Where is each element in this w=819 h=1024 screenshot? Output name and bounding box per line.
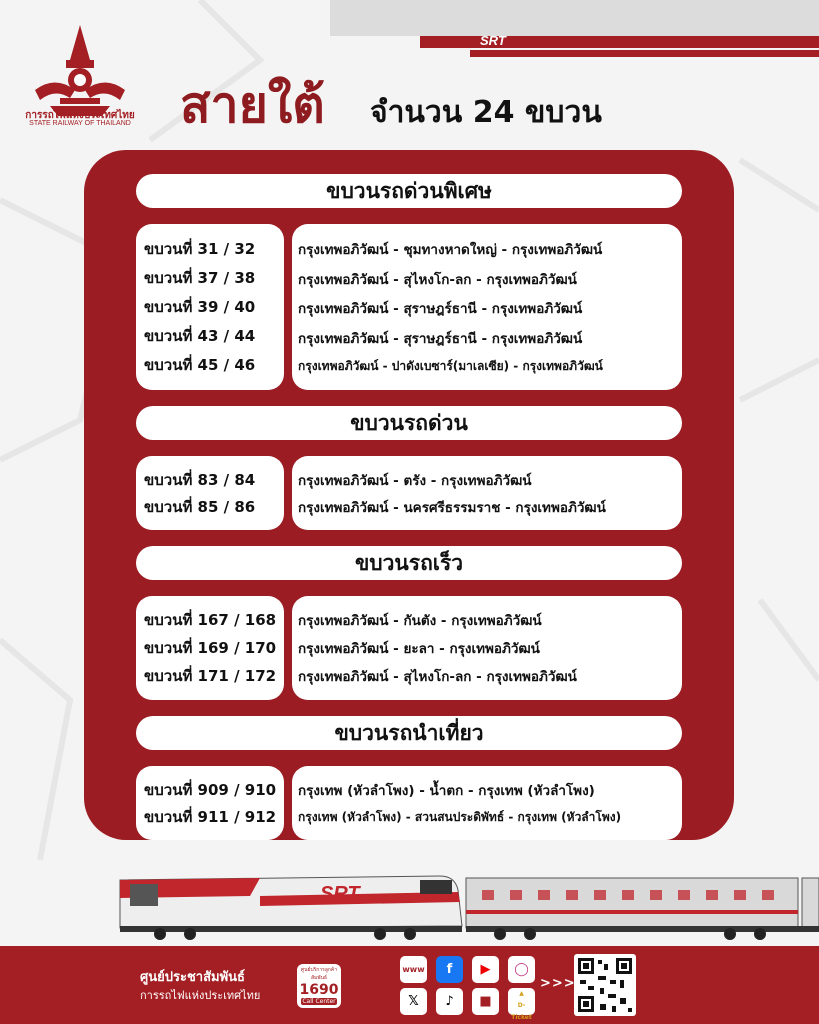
section-title-express: ขบวนรถด่วน [136,406,682,440]
route-text: กรุงเทพ (หัวลำโพง) - น้ำตก - กรุงเทพ (หัวลำโพง) [298,783,595,800]
train-number-box [136,596,284,700]
route-box [292,224,682,390]
logo-text-en: STATE RAILWAY OF THAILAND [29,120,131,127]
footer-pr-org: การรถไฟแห่งประเทศไทย [140,989,261,1002]
route-text: กรุงเทพอภิวัฒน์ - สุไหงโก-ลก - กรุงเทพอภิวัฒน์ [298,271,577,288]
route-text: กรุงเทพอภิวัฒน์ - ชุมทางหาดใหญ่ - กรุงเทพอภิวัฒน์ [298,241,603,258]
route-box [292,456,682,530]
page-subtitle: จำนวน 24 ขบวน [370,95,602,130]
route-text: กรุงเทพอภิวัฒน์ - สุไหงโก-ลก - กรุงเทพอภิวัฒน์ [298,669,577,685]
instagram-icon[interactable]: ◯ [508,956,535,983]
train-number: ขบวนที่ 43 / 44 [144,327,256,346]
route-text: กรุงเทพอภิวัฒน์ - กันตัง - กรุงเทพอภิวัฒน์ [298,613,542,629]
arrows-indicator: >>> [540,976,576,991]
train-number: ขบวนที่ 909 / 910 [144,780,277,799]
top-red-stripe-lower [470,50,819,57]
section-title-rapid: ขบวนรถเร็ว [136,546,682,580]
call-center-badge[interactable] [297,964,341,1008]
section-title-excursion: ขบวนรถนำเที่ยว [136,716,682,750]
qr-code[interactable] [574,954,636,1016]
route-text: กรุงเทพอภิวัฒน์ - ยะลา - กรุงเทพอภิวัฒน์ [298,641,540,657]
train-number-box [136,224,284,390]
route-text: กรุงเทพอภิวัฒน์ - ตรัง - กรุงเทพอภิวัฒน์ [298,472,532,489]
train-number: ขบวนที่ 169 / 170 [144,639,277,657]
train-number: ขบวนที่ 171 / 172 [144,667,277,685]
x-icon[interactable]: 𝕏 [400,988,427,1015]
route-box [292,596,682,700]
website-icon[interactable]: www [400,956,427,983]
train-number: ขบวนที่ 37 / 38 [144,268,256,287]
train-illustration [110,866,819,942]
logo-text-th: การรถไฟแห่งประเทศไทย [25,110,135,121]
train-number-box [136,456,284,530]
d-ticket-icon[interactable]: ▲ D-Ticket [508,988,535,1015]
youtube-icon[interactable]: ▶ [472,956,499,983]
facebook-icon[interactable]: f [436,956,463,983]
train-number: ขบวนที่ 85 / 86 [144,497,256,516]
banner-srt-mark: SRT [480,33,506,48]
route-text: กรุงเทพอภิวัฒน์ - นครศรีธรรมราช - กรุงเทพอภิวัฒน์ [298,499,606,516]
route-text: กรุงเทพอภิวัฒน์ - สุราษฎร์ธานี - กรุงเทพอภิวัฒน์ [298,301,583,318]
train-number: ขบวนที่ 911 / 912 [144,807,277,826]
footer [0,946,819,1024]
tiktok-icon[interactable]: ♪ [436,988,463,1015]
train-number: ขบวนที่ 31 / 32 [144,239,256,258]
call-center-top: ศูนย์บริการลูกค้าสัมพันธ์ [300,967,338,981]
train-number: ขบวนที่ 39 / 40 [144,297,256,316]
route-box [292,766,682,840]
train-number: ขบวนที่ 167 / 168 [144,611,277,629]
top-gray-band [330,0,819,36]
schedule-panel [84,150,734,840]
train-number-box [136,766,284,840]
route-text: กรุงเทพ (หัวลำโพง) - สวนสนประดิพัทธ์ - กรุงเทพ (หัวลำโพง) [298,809,622,824]
train-number: ขบวนที่ 83 / 84 [144,470,256,489]
footer-pr-center: ศูนย์ประชาสัมพันธ์ [140,970,245,985]
train-srt-logo: SRT [320,883,360,905]
train-app-icon[interactable]: ■ [472,988,499,1015]
section-title-special-express: ขบวนรถด่วนพิเศษ [136,174,682,208]
route-text: กรุงเทพอภิวัฒน์ - สุราษฎร์ธานี - กรุงเทพอภิวัฒน์ [298,331,583,348]
d-ticket-label: D-Ticket [511,1002,532,1021]
call-center-number: 1690 [299,982,339,998]
train-number: ขบวนที่ 45 / 46 [144,356,256,375]
route-text: กรุงเทพอภิวัฒน์ - ปาดังเบซาร์(มาเลเซีย) - กรุงเทพอภิวัฒน์ [298,359,603,374]
call-center-label: Call Center [302,998,336,1005]
page-title: สายใต้ [180,76,325,134]
